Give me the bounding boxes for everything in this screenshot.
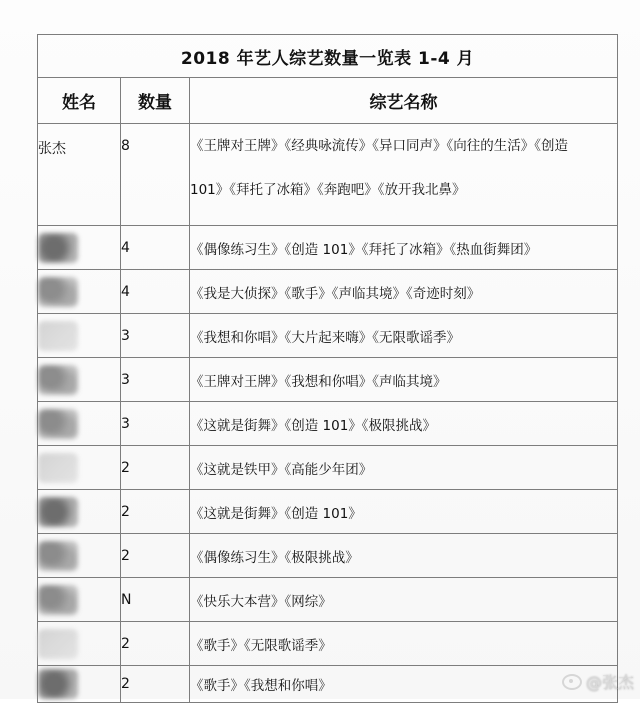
table-row	[38, 666, 618, 703]
table-row	[38, 314, 618, 358]
show-count: 2	[121, 622, 190, 666]
redaction-blur	[38, 541, 78, 571]
artist-name: 张杰	[38, 124, 121, 226]
table-title: 2018 年艺人综艺数量一览表 1-4 月	[38, 35, 618, 78]
table-row	[38, 490, 618, 534]
show-count: 4	[121, 226, 190, 270]
show-list: 《偶像练习生》《极限挑战》	[190, 534, 618, 578]
variety-show-table	[37, 34, 618, 703]
show-list: 《这就是街舞》《创造 101》	[190, 490, 618, 534]
weibo-icon	[562, 674, 582, 690]
show-count: 3	[121, 314, 190, 358]
show-list: 《偶像练习生》《创造 101》《拜托了冰箱》《热血街舞团》	[190, 226, 618, 270]
redaction-blur	[38, 453, 78, 483]
table-row	[38, 358, 618, 402]
redaction-blur	[38, 409, 78, 439]
show-list: 《我是大侦探》《歌手》《声临其境》《奇迹时刻》	[190, 270, 618, 314]
show-list: 《歌手》《无限歌谣季》	[190, 622, 618, 666]
table-row	[38, 446, 618, 490]
artist-name-redacted	[38, 534, 121, 578]
show-count: 2	[121, 534, 190, 578]
redaction-blur	[38, 365, 78, 395]
table-row	[38, 402, 618, 446]
show-list-line: 《王牌对王牌》《经典咏流传》《异口同声》《向往的生活》《创造	[190, 138, 568, 154]
artist-name-redacted	[38, 270, 121, 314]
weibo-watermark	[562, 670, 634, 693]
show-count: 2	[121, 446, 190, 490]
redaction-blur	[38, 585, 78, 615]
show-count: 4	[121, 270, 190, 314]
table-row	[38, 226, 618, 270]
watermark-text: @张杰	[585, 673, 634, 692]
redaction-blur	[38, 669, 78, 699]
artist-name-redacted	[38, 622, 121, 666]
show-list: 《王牌对王牌》《我想和你唱》《声临其境》	[190, 358, 618, 402]
show-list: 《我想和你唱》《大片起来嗨》《无限歌谣季》	[190, 314, 618, 358]
table-row	[38, 622, 618, 666]
show-list: 《这就是铁甲》《高能少年团》	[190, 446, 618, 490]
header-row	[38, 78, 618, 124]
table-row	[38, 124, 618, 226]
show-count: 3	[121, 358, 190, 402]
header-shows: 综艺名称	[190, 78, 618, 124]
artist-name-redacted	[38, 446, 121, 490]
redaction-blur	[38, 497, 78, 527]
show-count: 3	[121, 402, 190, 446]
table-row	[38, 578, 618, 622]
redaction-blur	[38, 233, 78, 263]
show-list	[190, 124, 618, 226]
show-count: N	[121, 578, 190, 622]
show-count: 8	[121, 124, 190, 226]
artist-name-redacted	[38, 578, 121, 622]
table-row	[38, 270, 618, 314]
redaction-blur	[38, 277, 78, 307]
show-list-line: 101》《拜托了冰箱》《奔跑吧》《放开我北鼻》	[190, 182, 466, 198]
show-count: 2	[121, 490, 190, 534]
artist-name-redacted	[38, 402, 121, 446]
header-count: 数量	[121, 78, 190, 124]
table-row	[38, 534, 618, 578]
show-list: 《这就是街舞》《创造 101》《极限挑战》	[190, 402, 618, 446]
artist-name-redacted	[38, 490, 121, 534]
artist-name-redacted	[38, 314, 121, 358]
artist-name-redacted	[38, 226, 121, 270]
redaction-blur	[38, 629, 78, 659]
header-name: 姓名	[38, 78, 121, 124]
show-list: 《快乐大本营》《网综》	[190, 578, 618, 622]
show-list: 《歌手》《我想和你唱》	[190, 666, 618, 703]
show-count: 2	[121, 666, 190, 703]
redaction-blur	[38, 321, 78, 351]
artist-name-redacted	[38, 358, 121, 402]
artist-name-redacted	[38, 666, 121, 703]
